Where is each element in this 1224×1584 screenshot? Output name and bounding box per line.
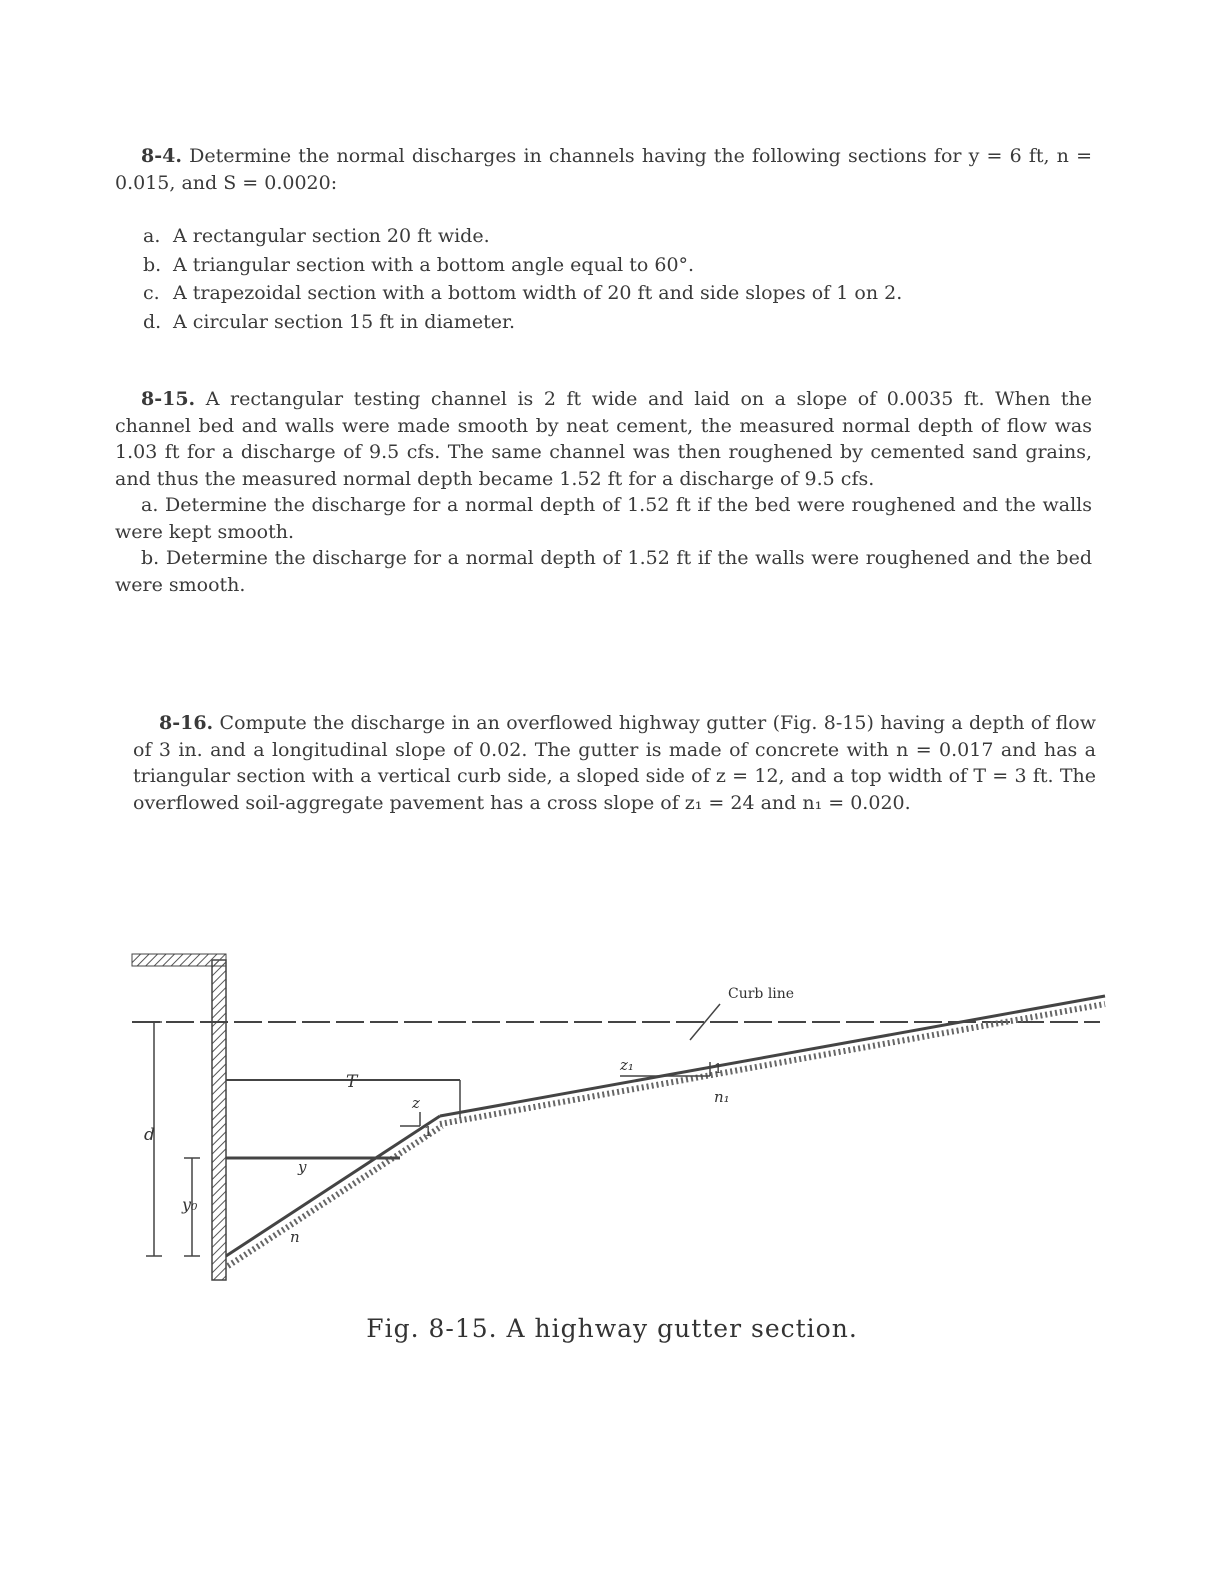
problem-8-4 xyxy=(115,143,1092,196)
item-label: c. xyxy=(143,282,160,304)
problem-number: 8-16. xyxy=(159,712,214,734)
gutter-hatch xyxy=(228,1126,442,1266)
curb-top xyxy=(132,954,226,966)
label-y: y xyxy=(298,1158,307,1176)
label-curb-line: Curb line xyxy=(728,986,795,1002)
label-n1: n₁ xyxy=(714,1088,730,1106)
problem-text: A rectangular testing channel is 2 ft wide and laid on a slope of 0.0035 ft. When the channel bed and walls were made smooth by neat cement, the measured normal depth of flow was 1.03 ft for a discharge of 9.5 cfs. The same channel was then roughened by cemented sand grains, and thus the measured normal depth became 1.52 ft for a discharge of 9.5 cfs. xyxy=(115,388,1092,490)
label-y0: y₀ xyxy=(182,1195,198,1214)
problem-8-4-items xyxy=(143,222,1093,336)
list-item xyxy=(143,251,1093,280)
label-n: n xyxy=(290,1228,300,1246)
item-label: d. xyxy=(143,310,162,333)
gutter-surface xyxy=(226,1116,440,1256)
list-item xyxy=(143,222,1093,251)
pavement-surface xyxy=(440,996,1105,1116)
label-z1: z₁ xyxy=(620,1056,634,1074)
item-text: A rectangular section 20 ft wide. xyxy=(173,225,490,247)
problem-text: Compute the discharge in an overflowed highway gutter (Fig. 8-15) having a depth of flow of 3 in. and a longitudinal slope of 0.02. The gutter is made of concrete with n = 0.017 and has a triangular section with a vertical curb side, a sloped side of z = 12, and a top width of T = 3 ft. The overflowed soil-aggregate pavement has a cross slope of z₁ = 24 and n₁ = 0.020. xyxy=(133,712,1097,814)
problem-8-16 xyxy=(133,710,1096,816)
problem-number: 8-4. xyxy=(141,145,182,167)
list-item xyxy=(143,308,1093,337)
item-text: A circular section 15 ft in diameter. xyxy=(173,310,516,333)
part-a: a. Determine the discharge for a normal depth of 1.52 ft if the bed were roughened and the walls were kept smooth. xyxy=(115,494,1092,543)
item-text: A trapezoidal section with a bottom width of 20 ft and side slopes of 1 on 2. xyxy=(173,282,903,304)
item-label: b. xyxy=(143,253,162,276)
list-item xyxy=(143,279,1093,308)
label-T: T xyxy=(346,1072,358,1092)
problem-number: 8-15. xyxy=(141,388,196,410)
label-slope-one: 1 xyxy=(714,1062,723,1077)
label-slope-one: 1 xyxy=(424,1125,433,1140)
figure-caption: Fig. 8-15. A highway gutter section. xyxy=(366,1314,858,1343)
part-b: b. Determine the discharge for a normal depth of 1.52 ft if the walls were roughened and the bed were smooth. xyxy=(115,547,1092,596)
label-z: z xyxy=(412,1094,420,1112)
problem-intro: Determine the normal discharges in channels having the following sections for y = 6 ft, n = 0.015, and S = 0.0020: xyxy=(115,145,1092,194)
gutter-section-figure xyxy=(120,940,1110,1300)
label-d: d xyxy=(144,1125,155,1145)
curb-wall xyxy=(212,960,226,1280)
item-label: a. xyxy=(143,225,161,247)
item-text: A triangular section with a bottom angle equal to 60°. xyxy=(173,253,695,276)
problem-8-15 xyxy=(115,386,1092,598)
